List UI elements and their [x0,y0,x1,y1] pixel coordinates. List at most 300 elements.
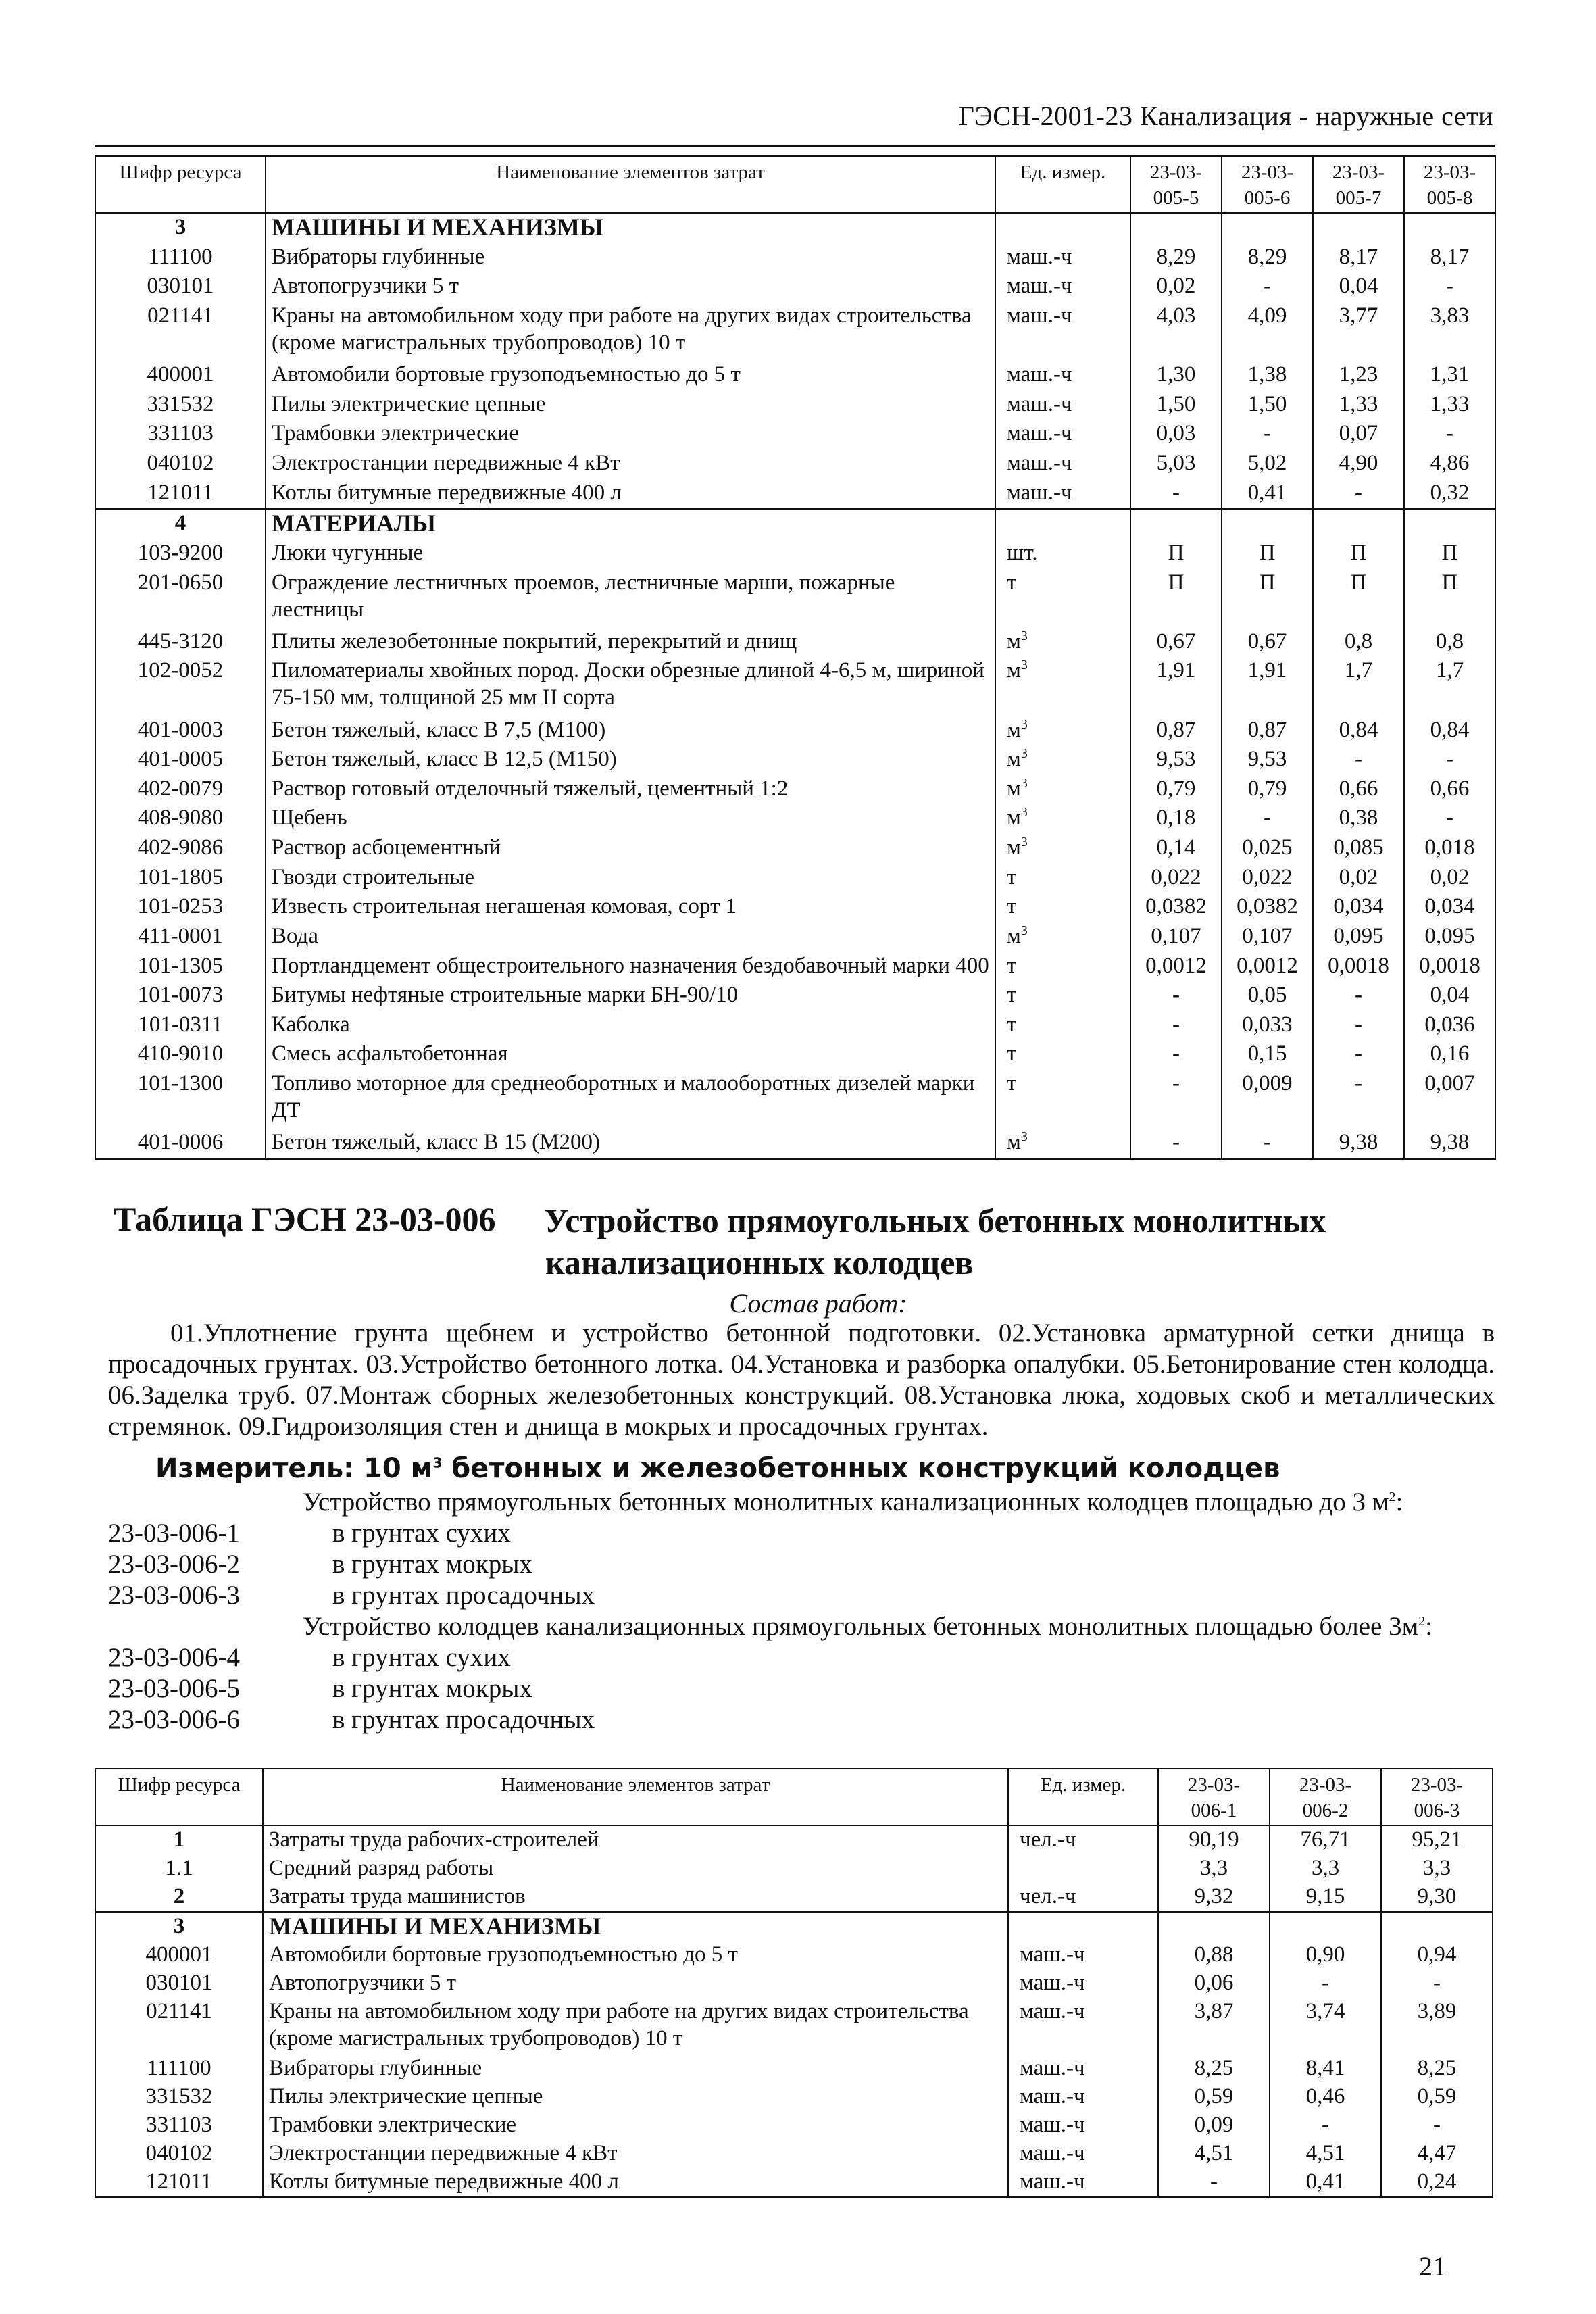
cell-value: - [1130,1070,1222,1129]
cell-value: 1,31 [1404,361,1495,391]
table-row [95,2140,1493,2168]
cell-value: 0,8 [1313,628,1404,658]
cell-unit [995,539,1130,569]
cell-value: 3,89 [1381,1998,1493,2054]
table-row [95,569,1495,628]
cell-unit [1008,2054,1158,2083]
table-row [95,302,1495,361]
cell-value: - [1313,1040,1404,1070]
cell-value: 90,19 [1158,1825,1270,1854]
table-row [95,745,1495,775]
cell-value: 1,23 [1313,361,1404,391]
cell-value: 4,86 [1404,449,1495,479]
cell-value: 9,38 [1313,1129,1404,1159]
group-title-text: Устройство колодцев канализационных прямоугольных бетонных монолитных площадью более 3м [303,1612,1419,1641]
cell-code: 331103 [95,420,266,449]
unit-text: м [1007,658,1021,683]
unit-text: маш.-ч [1007,244,1072,269]
cell-value: 0,034 [1404,893,1495,922]
cell-name: Пиломатериалы хвойных пород. Доски обрезные длиной 4-6,5 м, шириной 75-150 мм, толщиной 25 мм II сорта [266,657,995,716]
unit-text: маш.-ч [1020,2112,1085,2137]
cell-value [1130,509,1222,539]
cell-value: 0,41 [1222,479,1313,510]
cell-value: 4,51 [1270,2140,1381,2168]
cell-value: 0,022 [1222,864,1313,893]
unit-text: т [1007,864,1017,889]
cell-value: 0,034 [1313,893,1404,922]
cell-value: 0,87 [1130,716,1222,746]
cell-code: 445-3120 [95,628,266,658]
cell-unit [995,391,1130,420]
table-section-row [95,1825,1493,1854]
cell-value: 0,8 [1404,628,1495,658]
cell-unit [995,361,1130,391]
cell-value: 4,09 [1222,302,1313,361]
variant-item [108,1704,1500,1736]
cell-code: 201-0650 [95,569,266,628]
cell-name: Котлы битумные передвижные 400 л [263,2168,1008,2197]
cell-value: 1,50 [1130,391,1222,420]
cell-name: Котлы битумные передвижные 400 л [266,479,995,510]
unit-text: м [1007,806,1021,831]
cell-value [1158,1912,1270,1941]
cell-code: 101-0253 [95,893,266,922]
cell-value: 0,59 [1381,2083,1493,2111]
cell-name: Вибраторы глубинные [266,243,995,273]
cell-value: 1,33 [1313,391,1404,420]
table-description-line-1: Устройство прямоугольных бетонных монолитных [544,1202,1326,1239]
cell-value: 1,7 [1313,657,1404,716]
cell-unit [995,981,1130,1011]
cell-code: 401-0005 [95,745,266,775]
table-title: Таблица ГЭСН 23-03-006 [114,1200,496,1238]
cell-value: 9,53 [1222,745,1313,775]
cell-value: П [1404,539,1495,569]
cell-code: 3 [95,213,266,243]
cell-unit [995,657,1130,716]
variant-group-title: Устройство прямоугольных бетонных монолитных канализационных колодцев площадью до 3 $м^2$: [303,1487,1403,1517]
cell-unit [995,864,1130,893]
cell-value: - [1381,1969,1493,1998]
col-header-unit: Ед. измер. [1008,1769,1158,1825]
cell-code: 101-0311 [95,1011,266,1041]
cell-value: 9,32 [1158,1883,1270,1912]
table-row [95,628,1495,658]
cell-value: 0,41 [1270,2168,1381,2197]
cell-value: 0,32 [1404,479,1495,510]
cell-value: 0,07 [1313,420,1404,449]
unit-text: маш.-ч [1007,480,1072,505]
cell-value: 0,0018 [1313,952,1404,982]
col-header-variant: 23-03- 006-3 [1381,1769,1493,1825]
cell-code: 3 [95,1912,263,1941]
cell-name: Бетон тяжелый, класс В 15 (М200) [266,1129,995,1159]
cell-code: 101-0073 [95,981,266,1011]
cell-value: - [1130,479,1222,510]
cell-value: 9,38 [1404,1129,1495,1159]
cell-value: 0,025 [1222,834,1313,864]
cell-value: 5,03 [1130,449,1222,479]
cell-value: - [1381,2111,1493,2140]
cell-unit [1008,2140,1158,2168]
cell-unit [995,834,1130,864]
unit-sup: 3 [1020,775,1028,791]
table-row [95,804,1495,834]
cell-name: Бетон тяжелый, класс В 7,5 (М100) [266,716,995,746]
cell-value: 1,7 [1404,657,1495,716]
unit-text: т [1007,894,1017,919]
cell-value [1381,1912,1493,1941]
table-body [95,213,1495,1159]
unit-text: т [1007,1070,1017,1096]
cell-value: 3,87 [1158,1998,1270,2054]
cell-value: 0,59 [1158,2083,1270,2111]
unit-text: маш.-ч [1020,2056,1085,2081]
unit-text: маш.-ч [1007,391,1072,416]
cell-value: 0,06 [1158,1969,1270,1998]
cell-unit [995,449,1130,479]
cell-name: Краны на автомобильном ходу при работе на других видах строительства (кроме магистральных трубопроводов) 10 т [266,302,995,361]
cell-unit [995,893,1130,922]
cell-value: - [1313,1011,1404,1041]
cell-value: 95,21 [1381,1825,1493,1854]
cell-code: 121011 [95,2168,263,2197]
cell-value: 0,007 [1404,1070,1495,1129]
unit-text: т [1007,1041,1017,1066]
cell-value: 0,033 [1222,1011,1313,1041]
col-header-variant: 23-03- 006-2 [1270,1769,1381,1825]
unit-sup: 3 [1020,716,1028,732]
variant-group-2 [108,1642,1500,1736]
cell-unit [1008,2083,1158,2111]
unit-text: маш.-ч [1020,2169,1085,2194]
cell-code: 111100 [95,2054,263,2083]
col-header-unit: Ед. измер. [995,156,1130,213]
variant-label: в грунтах мокрых [332,1550,532,1579]
cell-name: Раствор готовый отделочный тяжелый, цементный 1:2 [266,775,995,805]
cell-name: Средний разряд работы [263,1854,1008,1883]
variant-item [108,1642,1500,1673]
cell-value [1404,509,1495,539]
cell-value: 0,15 [1222,1040,1313,1070]
cell-name: Автомобили бортовые грузоподъемностью до 5 т [266,361,995,391]
cell-unit [995,243,1130,273]
cell-value: - [1404,420,1495,449]
col-header-name: Наименование элементов затрат [266,156,995,213]
cell-value: П [1313,539,1404,569]
measure-label: Измеритель: [155,1453,355,1484]
cell-value: 0,03 [1130,420,1222,449]
cell-name: Автомобили бортовые грузоподъемностью до 5 т [263,1941,1008,1969]
variant-code: 23-03-006-5 [108,1674,240,1703]
cell-value: 0,38 [1313,804,1404,834]
cell-value: 0,87 [1222,716,1313,746]
cell-value: 0,02 [1404,864,1495,893]
cell-code: 408-9080 [95,804,266,834]
cell-value [1270,1912,1381,1941]
cell-code: 2 [95,1883,263,1912]
cell-unit [995,509,1130,539]
cell-value: 0,67 [1222,628,1313,658]
cell-name: МАТЕРИАЛЫ [266,509,995,539]
cell-value: 1,91 [1130,657,1222,716]
unit-sup: 3 [1020,746,1028,762]
unit-text: шт. [1007,540,1038,565]
cell-value: 0,79 [1130,775,1222,805]
cell-value: 3,77 [1313,302,1404,361]
table-row [95,922,1495,952]
table-header-row [95,156,1495,213]
cell-value: П [1222,569,1313,628]
cell-value: - [1130,981,1222,1011]
unit-text: т [1007,1012,1017,1037]
variant-code: 23-03-006-3 [108,1581,240,1610]
variant-label: в грунтах просадочных [332,1581,595,1610]
cell-unit [1008,1854,1158,1883]
cell-value: 3,83 [1404,302,1495,361]
running-header: ГЭСН-2001-23 Канализация - наружные сети [958,101,1493,131]
header-rule [95,145,1495,147]
col-header-name: Наименование элементов затрат [263,1769,1008,1825]
measure-sup: 3 [432,1454,443,1471]
cell-value: - [1313,479,1404,510]
cell-name: Битумы нефтяные строительные марки БН-90/10 [266,981,995,1011]
cell-unit [995,272,1130,302]
table-section-row [95,1912,1493,1941]
cell-value: 0,018 [1404,834,1495,864]
cell-unit [995,1070,1130,1129]
cell-code: 401-0006 [95,1129,266,1159]
cell-value: П [1313,569,1404,628]
unit-text: м [1007,776,1021,801]
variant-code: 23-03-006-2 [108,1550,240,1579]
cell-value: - [1222,804,1313,834]
table-header-row [95,1769,1493,1825]
cell-code: 040102 [95,449,266,479]
cell-name: Краны на автомобильном ходу при работе на других видах строительства (кроме магистральных трубопроводов) 10 т [263,1998,1008,2054]
cell-unit [995,1040,1130,1070]
unit-text: м [1007,629,1021,654]
resource-table-005 [95,155,1496,1160]
table-row [95,1883,1493,1912]
cell-unit [995,420,1130,449]
group-title-text: Устройство прямоугольных бетонных монолитных канализационных колодцев площадью до 3 м [303,1487,1389,1517]
table-row [95,2168,1493,2197]
cell-code: 331532 [95,2083,263,2111]
variant-group-1 [108,1518,1500,1611]
cell-code: 400001 [95,1941,263,1969]
cell-value: 9,30 [1381,1883,1493,1912]
unit-text: маш.-ч [1020,2140,1085,2165]
cell-value: - [1404,804,1495,834]
works-description: 01.Уплотнение грунта щебнем и устройство бетонной подготовки. 02.Установка арматурной сетки днища в просадочных грунтах. 03.Устройство бетонного лотка. 04.Установка и разборка опалубки. 05.Бетонирование стен колодца. 06.Заделка труб. 07.Монтаж сборных железобетонных конструкций. 08.Установка люка, ходовых скоб и металлических стремянок. 09.Гидроизоляция стен и днища в мокрых и просадочных грунтах. [108,1319,1495,1441]
cell-value: П [1222,539,1313,569]
cell-unit [995,952,1130,982]
table-row [95,2111,1493,2140]
cell-name: Электростанции передвижные 4 кВт [266,449,995,479]
cell-value: - [1313,1070,1404,1129]
cell-name: Смесь асфальтобетонная [266,1040,995,1070]
table-body [95,1825,1493,2197]
cell-value: - [1270,2111,1381,2140]
cell-value: - [1270,1969,1381,1998]
cell-value: 0,79 [1222,775,1313,805]
cell-name: Трамбовки электрические [263,2111,1008,2140]
table-row [95,775,1495,805]
cell-unit [1008,2111,1158,2140]
unit-text: маш.-ч [1007,421,1072,446]
cell-value: 8,17 [1313,243,1404,273]
variant-item [108,1580,1500,1611]
cell-code: 101-1305 [95,952,266,982]
cell-value [1313,213,1404,243]
cell-unit [1008,1912,1158,1941]
cell-unit [1008,1825,1158,1854]
variant-label: в грунтах сухих [332,1519,511,1548]
table-description-line-2: канализационных колодцев [545,1244,974,1281]
col-header-code: Шифр ресурса [95,1769,263,1825]
cell-unit [995,716,1130,746]
cell-unit [995,1129,1130,1159]
table-row [95,716,1495,746]
table-row [95,361,1495,391]
unit-text: маш.-ч [1020,1999,1085,2024]
cell-value: 0,24 [1381,2168,1493,2197]
cell-code: 111100 [95,243,266,273]
table-section-row [95,213,1495,243]
cell-name: Автопогрузчики 5 т [266,272,995,302]
cell-unit [995,922,1130,952]
cell-value: 0,0012 [1130,952,1222,982]
cell-value: 0,0018 [1404,952,1495,982]
unit-text: маш.-ч [1007,362,1072,387]
cell-value: 0,05 [1222,981,1313,1011]
cell-value: 9,53 [1130,745,1222,775]
cell-code: 021141 [95,1998,263,2054]
cell-value: - [1404,745,1495,775]
cell-name: Пилы электрические цепные [263,2083,1008,2111]
measure-value: 10 м [364,1453,433,1484]
table-row [95,2054,1493,2083]
cell-unit [995,628,1130,658]
cell-value [1222,509,1313,539]
cell-value: 0,02 [1313,864,1404,893]
cell-value: 0,90 [1270,1941,1381,1969]
cell-value: 3,3 [1381,1854,1493,1883]
unit-sup: 3 [1020,835,1028,850]
cell-code: 101-1805 [95,864,266,893]
cell-value: 0,84 [1313,716,1404,746]
cell-value: 3,3 [1158,1854,1270,1883]
cell-value: - [1158,2168,1270,2197]
cell-value: 0,66 [1313,775,1404,805]
cell-value: 0,02 [1130,272,1222,302]
unit-text: маш.-ч [1007,450,1072,475]
cell-code: 411-0001 [95,922,266,952]
table-row [95,834,1495,864]
cell-code: 4 [95,509,266,539]
variant-label: в грунтах просадочных [332,1705,595,1734]
cell-unit [995,569,1130,628]
cell-value: - [1130,1129,1222,1159]
cell-value: 1,33 [1404,391,1495,420]
col-header-variant: 23-03- 005-5 [1130,156,1222,213]
table-row [95,893,1495,922]
variant-code: 23-03-006-4 [108,1643,240,1672]
unit-text: т [1007,570,1017,595]
unit-text: м [1007,717,1021,742]
cell-name: Электростанции передвижные 4 кВт [263,2140,1008,2168]
unit-text: маш.-ч [1007,274,1072,299]
cell-value: 8,41 [1270,2054,1381,2083]
measurement-unit [155,1453,1280,1484]
cell-value: 3,3 [1270,1854,1381,1883]
col-header-variant: 23-03- 006-1 [1158,1769,1270,1825]
cell-code: 402-9086 [95,834,266,864]
cell-value: - [1313,981,1404,1011]
cell-value [1404,213,1495,243]
table-row [95,981,1495,1011]
cell-value: П [1130,569,1222,628]
cell-value: П [1130,539,1222,569]
cell-name: Известь строительная негашеная комовая, сорт 1 [266,893,995,922]
cell-value: 0,022 [1130,864,1222,893]
cell-name: МАШИНЫ И МЕХАНИЗМЫ [266,213,995,243]
cell-value: 0,67 [1130,628,1222,658]
cell-name: Затраты труда машинистов [263,1883,1008,1912]
cell-value: - [1404,272,1495,302]
variant-code: 23-03-006-1 [108,1519,240,1548]
table-row [95,864,1495,893]
cell-name: Гвозди строительные [266,864,995,893]
cell-name: Портландцемент общестроительного назначения бездобавочный марки 400 [266,952,995,982]
cell-value: 0,0382 [1222,893,1313,922]
cell-value: 0,46 [1270,2083,1381,2111]
cell-value: 8,25 [1381,2054,1493,2083]
cell-code: 101-1300 [95,1070,266,1129]
cell-value: 0,095 [1313,922,1404,952]
cell-value: 4,03 [1130,302,1222,361]
col-header-variant: 23-03- 005-8 [1404,156,1495,213]
cell-code: 040102 [95,2140,263,2168]
cell-value: 8,17 [1404,243,1495,273]
unit-text: м [1007,1130,1021,1155]
unit-text: м [1007,747,1021,772]
cell-value: 76,71 [1270,1825,1381,1854]
table-row [95,1941,1493,1969]
cell-value: 4,90 [1313,449,1404,479]
table-row [95,539,1495,569]
table-row [95,1129,1495,1159]
cell-code: 402-0079 [95,775,266,805]
unit-text: маш.-ч [1020,1971,1085,1996]
cell-code: 121011 [95,479,266,510]
cell-name: Пилы электрические цепные [266,391,995,420]
cell-code: 021141 [95,302,266,361]
cell-value: 1,30 [1130,361,1222,391]
table-row [95,1040,1495,1070]
cell-value: - [1222,1129,1313,1159]
cell-code: 400001 [95,361,266,391]
cell-value: 0,085 [1313,834,1404,864]
cell-name: Трамбовки электрические [266,420,995,449]
variant-item [108,1549,1500,1580]
cell-name: Вибраторы глубинные [263,2054,1008,2083]
variant-item [108,1673,1500,1704]
cell-unit [995,775,1130,805]
cell-value: 0,84 [1404,716,1495,746]
cell-name: Бетон тяжелый, класс В 12,5 (М150) [266,745,995,775]
